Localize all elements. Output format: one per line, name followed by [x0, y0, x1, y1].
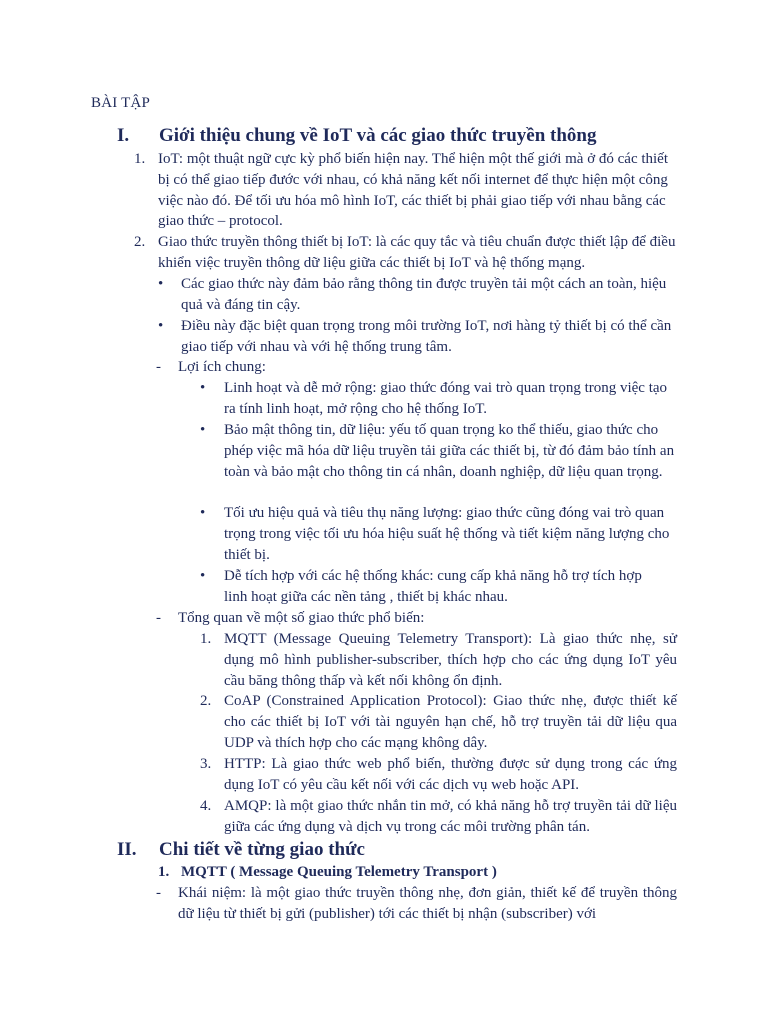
section-title: Giới thiệu chung về IoT và các giao thức truyền thông [159, 125, 597, 146]
bullet-text: Các giao thức này đảm bảo rằng thông tin được truyền tải một cách an toàn, hiệu quả và đáng tin cậy. [181, 276, 667, 313]
bullet-marker: • [158, 276, 164, 292]
dash-marker: - [156, 359, 161, 375]
bullet-item [200, 503, 676, 565]
list-number: 4. [200, 798, 212, 814]
list-item [134, 232, 680, 274]
bullet-marker: • [200, 380, 206, 396]
subheading-text: MQTT ( Message Queuing Telemetry Transport ) [181, 864, 497, 880]
dash-marker: - [156, 610, 161, 626]
bullet-text: Dễ tích hợp với các hệ thống khác: cung cấp khả năng hỗ trợ tích hợp linh hoạt giữa các nền tảng , thiết bị khác nhau. [224, 568, 642, 605]
dash-item [156, 883, 677, 925]
protocol-text: MQTT (Message Queuing Telemetry Transport): Là giao thức nhẹ, sử dụng mô hình publisher-subscriber, thích hợp cho các ứng dụng IoT yêu cầu băng thông thấp và kết nối không ổn định. [224, 631, 677, 689]
bullet-item [200, 566, 654, 608]
section-numeral: I. [117, 125, 130, 146]
bullet-item [158, 316, 681, 358]
bullet-marker: • [200, 568, 206, 584]
subheading-number: 1. [158, 864, 170, 880]
bullet-marker: • [200, 505, 206, 521]
list-item-text: Giao thức truyền thông thiết bị IoT: là các quy tắc và tiêu chuẩn được thiết lập để điều khiển việc truyền thông dữ liệu giữa các thiết bị IoT và hệ thống mạng. [158, 234, 676, 271]
protocol-text: HTTP: Là giao thức web phổ biến, thường được sử dụng trong các ứng dụng IoT có yêu cầu kết nối với các dịch vụ web hoặc API. [224, 756, 677, 793]
bullet-text: Tối ưu hiệu quả và tiêu thụ năng lượng: giao thức cũng đóng vai trò quan trọng trong việc tối ưu hóa hiệu suất hệ thống và tiết kiệm năng lượng cho thiết bị. [224, 505, 670, 563]
protocol-item [200, 691, 677, 753]
list-item [134, 149, 676, 232]
section-title: Chi tiết về từng giao thức [159, 839, 365, 860]
list-number: 2. [200, 693, 212, 709]
subheading [158, 862, 661, 883]
bullet-text: Bảo mật thông tin, dữ liệu: yếu tố quan trọng ko thể thiếu, giao thức cho phép việc mã hóa dữ liệu truyền tải giữa các thiết bị, từ đó đảm bảo tính an toàn và bảo mật cho thông tin cá nhân, doanh nghiệp, dữ liệu quan trọng. [224, 422, 675, 480]
list-number: 1. [134, 151, 146, 167]
bullet-marker: • [200, 422, 206, 438]
benefits-label: Lợi ích chung: [178, 359, 266, 375]
bullet-text: Điều này đặc biệt quan trọng trong môi trường IoT, nơi hàng tỷ thiết bị có thể cần giao tiếp với nhau và với hệ thống trung tâm. [181, 318, 672, 355]
bullet-item [200, 420, 676, 482]
dash-item [156, 608, 578, 629]
dash-item [156, 357, 578, 378]
concept-text: Khái niệm: là một giao thức truyền thông nhẹ, đơn giản, thiết kế để truyền thông dữ liệu từ thiết bị gửi (publisher) tới các thiết bị nhận (subscriber) với [178, 885, 677, 922]
protocol-item [200, 754, 677, 796]
protocol-item [200, 796, 677, 838]
protocol-text: AMQP: là một giao thức nhắn tin mở, có khả năng hỗ trợ truyền tải dữ liệu giữa các ứng dụng và dịch vụ trong các môi trường phân tán. [224, 798, 677, 835]
document-title: BÀI TẬP [91, 95, 151, 111]
protocol-text: CoAP (Constrained Application Protocol): Giao thức nhẹ, được thiết kế cho các thiết bị IoT với tài nguyên hạn chế, hỗ trợ truyền tải dữ liệu qua UDP và thích hợp cho các mạng không dây. [224, 693, 677, 751]
overview-label: Tổng quan về một số giao thức phổ biến: [178, 610, 425, 626]
bullet-item [158, 274, 681, 316]
list-number: 2. [134, 234, 146, 250]
list-item-text: IoT: một thuật ngữ cực kỳ phổ biến hiện nay. Thể hiện một thế giới mà ở đó các thiết bị có thể giao tiếp đước với nhau, có khả năng kết nối internet để thực hiện một công việc nào đó. Để tối ưu hóa mô hình IoT, các thiết bị phải giao tiếp với nhau bằng các giao thức – protocol. [158, 151, 669, 230]
bullet-item [200, 378, 676, 420]
bullet-text: Linh hoạt và dễ mở rộng: giao thức đóng vai trò quan trọng trong việc tạo ra tính linh hoạt, mở rộng cho hệ thống IoT. [224, 380, 668, 417]
bullet-marker: • [158, 318, 164, 334]
dash-marker: - [156, 885, 161, 901]
section-numeral: II. [117, 839, 137, 860]
list-number: 1. [200, 631, 212, 647]
protocol-item [200, 629, 677, 691]
list-number: 3. [200, 756, 212, 772]
